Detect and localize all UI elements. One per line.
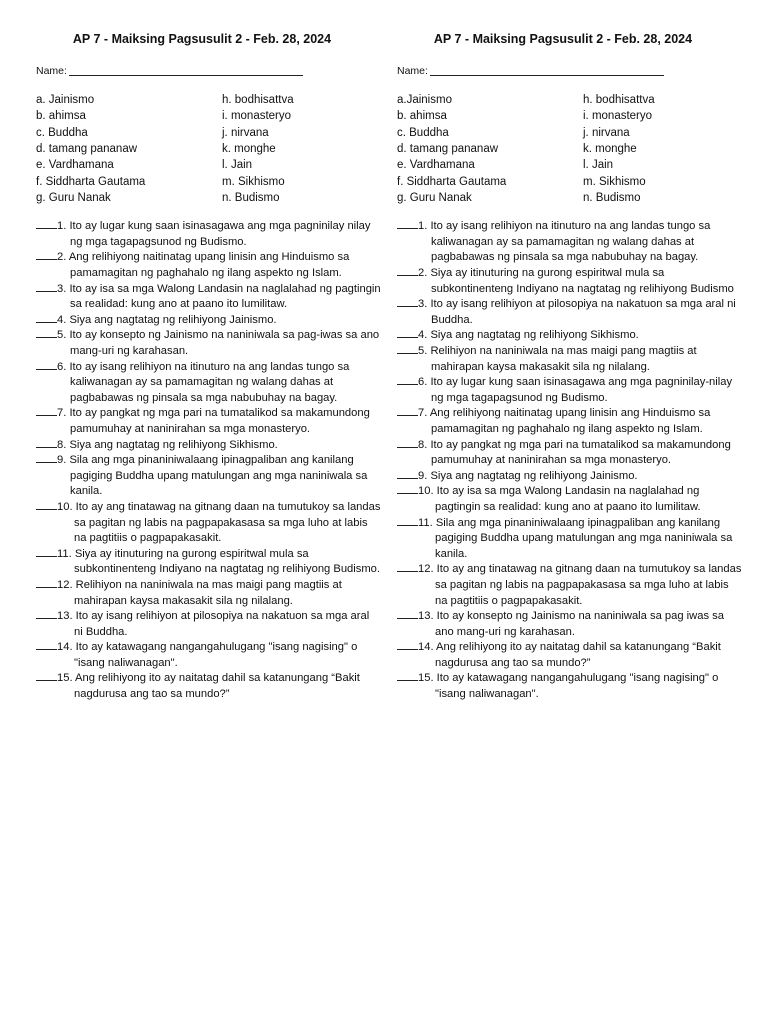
answer-blank[interactable] xyxy=(397,484,418,494)
question-item xyxy=(397,609,742,640)
question-text: 6. Ito ay lugar kung saan isinasagawa ang mga pagninilay-nilay ng mga tagapagsunod ng Budismo. xyxy=(418,376,733,404)
question-item xyxy=(36,578,381,609)
question-item xyxy=(36,671,381,702)
answer-blank[interactable] xyxy=(36,313,57,323)
quiz-sheet-right xyxy=(397,32,742,703)
question-item xyxy=(397,516,742,563)
choice-item: c. Buddha xyxy=(397,126,449,139)
question-item xyxy=(397,344,742,375)
answer-blank[interactable] xyxy=(397,609,418,619)
choice-item: b. ahimsa xyxy=(397,110,447,123)
answer-blank[interactable] xyxy=(36,219,57,229)
answer-blank[interactable] xyxy=(36,250,57,260)
answer-blank[interactable] xyxy=(36,609,57,619)
questions-list xyxy=(397,219,742,702)
answer-blank[interactable] xyxy=(36,640,57,650)
question-text: 15. Ang relihiyong ito ay naitatag dahil sa katanungang “Bakit nagdurusa ang tao sa mundo?” xyxy=(57,672,360,701)
question-item xyxy=(36,250,381,281)
questions-list xyxy=(36,219,381,702)
question-item xyxy=(397,438,742,469)
answer-blank[interactable] xyxy=(397,219,418,229)
choice-item: g. Guru Nanak xyxy=(397,191,472,204)
choice-item: j. nirvana xyxy=(222,126,269,139)
question-item xyxy=(397,219,742,266)
choice-item: g. Guru Nanak xyxy=(36,191,111,204)
question-text: 14. Ang relihiyong ito ay naitatag dahil sa katanungang “Bakit nagdurusa ang tao sa mundo?” xyxy=(418,641,721,669)
choice-item: f. Siddharta Gautama xyxy=(397,175,507,188)
choice-item: e. Vardhamana xyxy=(397,159,475,172)
question-text: 7. Ang relihiyong naitinatag upang linisin ang Hinduismo sa pamamagitan ng paghahalo ng ilang aspekto ng Islam. xyxy=(418,407,711,435)
choice-item: f. Siddharta Gautama xyxy=(36,175,146,188)
choice-item: i. monasteryo xyxy=(222,110,292,123)
question-item xyxy=(36,219,381,250)
question-item xyxy=(397,266,742,297)
question-text: 13. Ito ay isang relihiyon at pilosopiya na nakatuon sa mga aral ni Buddha. xyxy=(57,610,370,638)
question-text: 2. Ang relihiyong naitinatag upang linisin ang Hinduismo sa pamamagitan ng paghahalo ng ilang aspekto ng Islam. xyxy=(57,251,350,280)
answer-blank[interactable] xyxy=(397,469,418,479)
choice-item: d. tamang pananaw xyxy=(397,143,499,156)
choice-item: d. tamang pananaw xyxy=(36,143,138,156)
answer-blank[interactable] xyxy=(36,360,57,370)
answer-blank[interactable] xyxy=(397,671,418,681)
question-item xyxy=(36,313,381,329)
question-text: 6. Ito ay isang relihiyon na itinuturo na ang landas tungo sa kaliwanagan ay sa pamamagitan ng walang dahas at pagbabawas ng pinsala sa mga nabubuhay na bagay. xyxy=(57,360,350,404)
choice-item: l. Jain xyxy=(222,159,253,172)
choice-item: a. Jainismo xyxy=(36,94,95,107)
question-text: 11. Siya ay itinuturing na gurong espiritwal mula sa subkontinenteng Indiyano na nagtatag ng relihiyong Budismo. xyxy=(57,547,381,576)
answer-blank[interactable] xyxy=(36,671,57,681)
answer-blank[interactable] xyxy=(397,375,418,385)
question-text: 2. Siya ay itinuturing na gurong espiritwal mula sa subkontinenteng Indiyano na nagtatag ng relihiyong Budismo xyxy=(418,267,734,295)
question-item xyxy=(397,671,742,702)
question-text: 7. Ito ay pangkat ng mga pari na tumatalikod sa makamundong pamumuhay at naninirahan sa mga monasteryo. xyxy=(57,407,370,435)
question-item xyxy=(397,562,742,609)
question-text: 9. Sila ang mga pinaniniwalaang ipinagpaliban ang kanilang pagiging Buddha upang matulungan ang mga naniniwala sa kanila. xyxy=(57,454,368,498)
question-text: 4. Siya ang nagtatag ng relihiyong Sikhismo. xyxy=(418,329,639,342)
choice-item: m. Sikhismo xyxy=(583,175,646,188)
choice-item: a.Jainismo xyxy=(397,94,452,107)
answer-blank[interactable] xyxy=(36,438,57,448)
question-item xyxy=(36,500,381,547)
question-text: 15. Ito ay katawagang nangangahulugang "isang nagising" o "isang naliwanagan". xyxy=(418,672,719,701)
answer-blank[interactable] xyxy=(36,328,57,338)
choice-item: n. Budismo xyxy=(222,191,280,204)
answer-blank[interactable] xyxy=(397,406,418,416)
answer-blank[interactable] xyxy=(397,438,418,448)
name-line xyxy=(36,64,381,80)
question-text: 5. Ito ay konsepto ng Jainismo na naniniwala sa pag-iwas sa ano mang-uri ng karahasan. xyxy=(57,329,380,358)
question-item xyxy=(36,282,381,313)
question-text: 4. Siya ang nagtatag ng relihiyong Jainismo. xyxy=(57,313,277,326)
answer-blank[interactable] xyxy=(397,562,418,572)
answer-blank[interactable] xyxy=(397,344,418,354)
answer-blank[interactable] xyxy=(397,516,418,526)
name-line xyxy=(397,64,742,80)
question-item xyxy=(397,375,742,406)
question-item xyxy=(397,469,742,485)
question-text: 8. Siya ang nagtatag ng relihiyong Sikhismo. xyxy=(57,438,278,451)
choice-item: h. bodhisattva xyxy=(222,94,294,107)
choice-item: b. ahimsa xyxy=(36,110,86,123)
quiz-title: AP 7 - Maiksing Pagsusulit 2 - Feb. 28, 2024 xyxy=(72,32,332,46)
choice-item: m. Sikhismo xyxy=(222,175,285,188)
choice-item: c. Buddha xyxy=(36,126,88,139)
choices-list xyxy=(397,92,742,206)
answer-blank[interactable] xyxy=(36,578,57,588)
question-text: 13. Ito ay konsepto ng Jainismo na naniniwala sa pag iwas sa ano mang-uri ng karahasan. xyxy=(418,610,724,638)
question-item xyxy=(36,453,381,500)
question-text: 9. Siya ang nagtatag ng relihiyong Jainismo. xyxy=(418,469,638,482)
question-text: 5. Relihiyon na naniniwala na mas maigi pang magtiis at mahirapan kaysa makasakit sila ng nilalang. xyxy=(418,345,697,373)
question-item xyxy=(36,328,381,359)
question-item xyxy=(36,640,381,671)
question-item xyxy=(36,360,381,407)
question-text: 3. Ito ay isa sa mga Walong Landasin na naglalahad ng pagtingin sa realidad: kung ano at paano ito lumilitaw. xyxy=(57,282,381,311)
question-item xyxy=(36,609,381,640)
choices-list xyxy=(36,92,381,206)
question-item xyxy=(397,640,742,671)
question-item xyxy=(397,484,742,515)
question-text: 11. Sila ang mga pinaniniwalaang ipinagpaliban ang kanilang pagiging Buddha upang matulungan ang mga naniniwala sa kanila. xyxy=(418,516,733,560)
choice-item: l. Jain xyxy=(583,159,614,172)
answer-blank[interactable] xyxy=(36,406,57,416)
quiz-title: AP 7 - Maiksing Pagsusulit 2 - Feb. 28, 2024 xyxy=(433,32,693,46)
question-text: 8. Ito ay pangkat ng mga pari na tumatalikod sa makamundong pamumuhay at naninirahan sa mga monasteryo. xyxy=(418,438,731,467)
answer-blank[interactable] xyxy=(397,297,418,307)
question-text: 12. Relihiyon na naniniwala na mas maigi pang magtiis at mahirapan kaysa makasakit sila ng nilalang. xyxy=(57,578,342,607)
question-text: 1. Ito ay isang relihiyon na itinuturo na ang landas tungo sa kaliwanagan ay sa pamamagitan ng walang dahas at pagbabawas ng pinsala sa mga nabubuhay na bagay. xyxy=(418,220,711,264)
question-item xyxy=(397,297,742,328)
answer-blank[interactable] xyxy=(36,453,57,463)
name-label: Name: xyxy=(397,64,428,77)
answer-blank[interactable] xyxy=(397,640,418,650)
question-text: 12. Ito ay ang tinatawag na gitnang daan na tumutukoy sa landas sa pagitan ng labis na pagpapakasasa sa mga luho at labis na pagtitiis o pagpapakasakit. xyxy=(418,563,742,607)
choice-item: e. Vardhamana xyxy=(36,159,114,172)
answer-blank[interactable] xyxy=(36,500,57,510)
question-item xyxy=(397,406,742,437)
answer-blank[interactable] xyxy=(36,282,57,292)
question-item xyxy=(36,438,381,454)
name-blank[interactable] xyxy=(69,64,303,76)
name-blank[interactable] xyxy=(430,64,664,76)
answer-blank[interactable] xyxy=(397,266,418,276)
choice-item: i. monasteryo xyxy=(583,110,653,123)
answer-blank[interactable] xyxy=(397,328,418,338)
choice-item: k. monghe xyxy=(583,143,637,156)
question-text: 3. Ito ay isang relihiyon at pilosopiya na nakatuon sa mga aral ni Buddha. xyxy=(418,298,736,326)
question-item xyxy=(397,328,742,344)
question-item xyxy=(36,547,381,578)
question-text: 10. Ito ay isa sa mga Walong Landasin na naglalahad ng pagtingin sa realidad: kung ano at paano ito lumilitaw. xyxy=(418,485,701,513)
choice-item: n. Budismo xyxy=(583,191,641,204)
choice-item: j. nirvana xyxy=(583,126,630,139)
question-text: 14. Ito ay katawagang nangangahulugang "isang nagising" o "isang naliwanagan". xyxy=(57,641,358,669)
question-text: 10. Ito ay ang tinatawag na gitnang daan na tumutukoy sa landas sa pagitan ng labis na pagpapakasasa sa mga luho at labis na pagtitiis o pagpapakasakit. xyxy=(57,500,381,545)
choice-item: k. monghe xyxy=(222,143,276,156)
choice-item: h. bodhisattva xyxy=(583,94,655,107)
name-label: Name: xyxy=(36,64,67,77)
answer-blank[interactable] xyxy=(36,547,57,557)
question-item xyxy=(36,406,381,437)
question-text: 1. Ito ay lugar kung saan isinasagawa ang mga pagninilay nilay ng mga tagapagsunod ng Budismo. xyxy=(57,220,371,248)
quiz-sheet-left xyxy=(36,32,381,703)
